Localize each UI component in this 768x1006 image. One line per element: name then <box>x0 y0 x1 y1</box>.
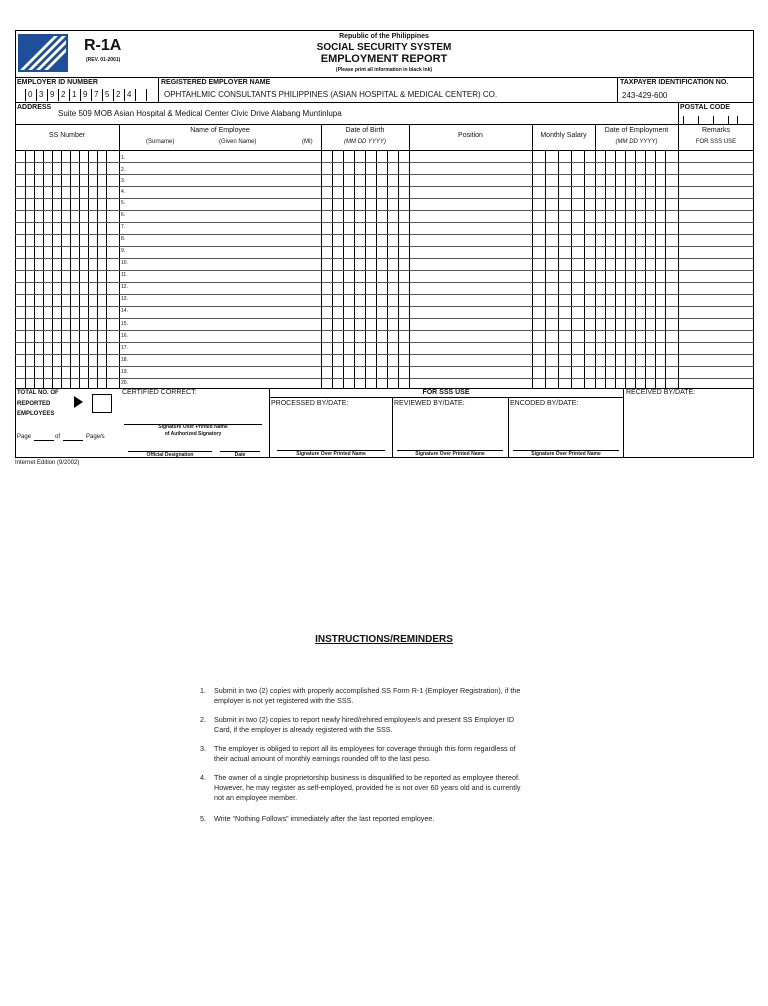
instruction-text: Submit in two (2) copies with properly accomplished SS Form R-1 (Employer Registration), if the <box>214 686 521 695</box>
instruction-text: Submit in two (2) copies to report newly hired/rehired employee/s and present SS Employer ID <box>214 715 515 724</box>
id-digit: 2 <box>116 90 121 99</box>
instruction-item <box>200 773 575 805</box>
page-label: Page <box>17 434 32 440</box>
row-number: 6. <box>121 212 126 218</box>
pages-label: Page/s <box>86 434 105 440</box>
col-remarks: Remarks <box>701 127 730 134</box>
employer-name-value[interactable]: OPHTAHLMIC CONSULTANTS PHILIPPINES (ASIAN HOSPITAL & MEDICAL CENTER) CO. <box>164 90 498 99</box>
col-surname: (Surname) <box>146 139 175 145</box>
instruction-text: Card, if the employer is already registered with the SSS. <box>214 725 393 734</box>
col-date-of-birth: Date of Birth <box>345 127 385 134</box>
row-number: 14. <box>121 308 128 314</box>
row-number: 10. <box>121 260 128 266</box>
row-number: 11. <box>121 272 128 278</box>
divider <box>15 102 754 103</box>
row-number: 20. <box>121 380 128 386</box>
instruction-number: 1. <box>200 686 206 695</box>
divider <box>508 397 509 458</box>
divider <box>409 124 410 388</box>
divider <box>617 77 618 102</box>
col-name-of-employee: Name of Employee <box>190 127 250 134</box>
instruction-text: Write “Nothing Follows” immediately after the last reported employee. <box>214 814 435 823</box>
divider <box>532 124 533 388</box>
id-digit: 2 <box>61 90 66 99</box>
id-digit: 7 <box>94 90 99 99</box>
row-number: 16. <box>121 333 128 339</box>
id-digit: 5 <box>105 90 110 99</box>
instruction-item <box>200 715 575 737</box>
id-digit: 4 <box>127 90 132 99</box>
instruction-text: The employer is obliged to report all its employees for coverage through this form regardless of <box>214 744 516 753</box>
col-ss-number: SS Number <box>48 132 86 139</box>
processed-signature-caption: Signature Over Printed Name <box>296 451 366 457</box>
postal-code-label: POSTAL CODE <box>680 104 730 111</box>
row-number: 3. <box>121 178 126 184</box>
instruction-text: employer is not yet registered with the SSS. <box>214 696 354 705</box>
col-date-of-employment: Date of Employment <box>604 127 669 134</box>
postal-code-boxes[interactable] <box>683 116 743 124</box>
col-given-name: (Given Name) <box>219 139 257 145</box>
instruction-text: The owner of a single proprietorship business is disqualified to be reported as employee thereof. <box>214 773 521 782</box>
row-number: 8. <box>121 236 126 242</box>
row-number: 17. <box>121 345 128 351</box>
processed-by-label: PROCESSED BY/DATE: <box>271 400 349 407</box>
total-pages-input[interactable] <box>63 440 83 441</box>
divider <box>269 388 270 458</box>
id-digit: 3 <box>39 90 44 99</box>
date-caption: Date <box>234 452 246 458</box>
divider <box>678 102 679 124</box>
divider <box>15 77 754 78</box>
row-number: 19. <box>121 369 128 375</box>
reviewed-by-label: REVIEWED BY/DATE: <box>394 400 465 407</box>
instruction-item <box>200 744 575 766</box>
received-by-label: RECEIVED BY/DATE: <box>626 389 696 396</box>
divider <box>269 397 623 398</box>
encoded-signature-caption: Signature Over Printed Name <box>531 451 601 457</box>
republic-label: Republic of the Philippines <box>339 33 429 40</box>
row-number: 18. <box>121 357 128 363</box>
report-title: EMPLOYMENT REPORT <box>320 53 448 65</box>
instruction-number: 5. <box>200 814 206 823</box>
divider <box>15 150 754 151</box>
col-monthly-salary: Monthly Salary <box>540 132 587 139</box>
instruction-number: 4. <box>200 773 206 782</box>
instruction-number: 2. <box>200 715 206 724</box>
row-number: 13. <box>121 296 128 302</box>
instruction-item <box>200 686 575 708</box>
form-code: R-1A <box>84 37 122 54</box>
total-employees-box[interactable] <box>92 394 112 413</box>
instruction-text: However, he may register as self-employed, provided he is not over 60 years old and is currently <box>214 783 521 792</box>
instruction-text: not an employee member. <box>214 793 298 802</box>
employer-id-label: EMPLOYER ID NUMBER <box>17 79 98 86</box>
divider <box>15 124 754 125</box>
col-for-sss-use: FOR SSS USE <box>695 139 737 145</box>
id-digit: 1 <box>72 90 77 99</box>
agency-title: SOCIAL SECURITY SYSTEM <box>316 42 452 53</box>
address-label: ADDRESS <box>17 104 52 111</box>
ink-note: (Please print all information in black ink) <box>335 67 433 73</box>
certified-correct-label: CERTIFIED CORRECT: <box>122 389 197 396</box>
signatory-caption: Signature Over Printed Name <box>158 424 228 430</box>
row-number: 12. <box>121 284 128 290</box>
col-position: Position <box>458 132 483 139</box>
page-input[interactable] <box>34 440 54 441</box>
total-label: REPORTED <box>17 401 51 407</box>
divider <box>678 124 679 388</box>
sss-logo <box>18 34 68 72</box>
id-digit: 9 <box>50 90 55 99</box>
signatory-caption: of Authorized Signatory <box>164 431 222 437</box>
row-number: 4. <box>121 189 126 195</box>
row-number: 2. <box>121 167 126 173</box>
row-number: 1. <box>121 155 126 161</box>
reviewed-signature-caption: Signature Over Printed Name <box>415 451 485 457</box>
tin-label: TAXPAYER IDENTIFICATION NO. <box>620 79 729 86</box>
official-designation-caption: Official Designation <box>146 452 194 458</box>
col-doe-format: (MM DD YYYY) <box>615 139 658 145</box>
col-mi: (MI) <box>302 139 313 145</box>
employer-name-label: REGISTERED EMPLOYER NAME <box>161 79 271 86</box>
for-sss-use-label: FOR SSS USE <box>422 389 470 396</box>
id-digit: 9 <box>83 90 88 99</box>
tin-value[interactable]: 243-429-600 <box>622 91 668 100</box>
row-number: 7. <box>121 224 126 230</box>
total-label: EMPLOYEES <box>17 411 55 417</box>
encoded-by-label: ENCODED BY/DATE: <box>510 400 579 407</box>
divider <box>392 397 393 458</box>
col-dob-format: (MM DD YYYY) <box>344 139 386 145</box>
row-number: 15. <box>121 321 128 327</box>
instruction-text: their actual amount of monthly earnings rounded off to the last peso. <box>214 754 431 763</box>
divider <box>321 124 322 388</box>
row-number: 5. <box>121 200 126 206</box>
divider <box>623 388 624 458</box>
form-revision: (REV. 01-2001) <box>86 57 121 63</box>
total-label: TOTAL NO. OF <box>17 390 59 396</box>
of-label: of <box>55 434 61 440</box>
divider <box>158 77 159 102</box>
row-number: 9. <box>121 248 126 254</box>
divider <box>119 124 120 388</box>
employer-id-digits[interactable] <box>25 89 155 101</box>
address-value[interactable]: Suite 509 MOB Asian Hospital & Medical Center Civic Drive Alabang Muntinlupa <box>58 109 342 118</box>
instruction-number: 3. <box>200 744 206 753</box>
arrow-right-icon <box>74 396 83 408</box>
edition-label: Internet Edition (9/2002) <box>15 460 80 466</box>
divider <box>595 124 596 388</box>
instructions-title: INSTRUCTIONS/REMINDERS <box>315 634 453 645</box>
id-digit: 0 <box>28 90 33 99</box>
instruction-item <box>200 814 575 826</box>
